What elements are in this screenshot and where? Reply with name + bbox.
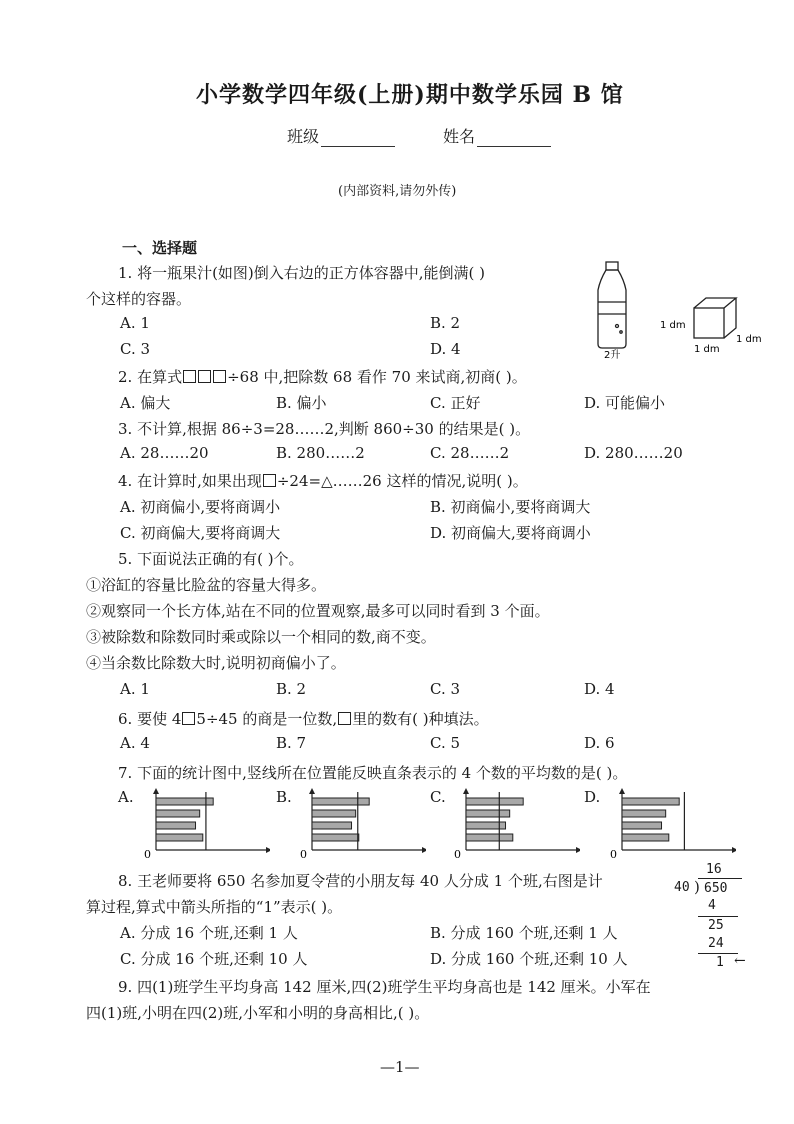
division-step1: 4 bbox=[708, 898, 716, 913]
bar bbox=[312, 798, 369, 805]
blank-square-icon bbox=[263, 474, 276, 487]
cube-width-label: 1 dm bbox=[694, 344, 720, 355]
name-label: 姓名 bbox=[443, 127, 476, 146]
bar bbox=[156, 810, 200, 817]
division-line bbox=[698, 916, 738, 917]
q5-option-d: D. 4 bbox=[584, 680, 615, 698]
bar bbox=[466, 810, 510, 817]
q1-option-c: C. 3 bbox=[120, 340, 151, 358]
class-label: 班级 bbox=[287, 127, 320, 146]
blank-square-icon bbox=[198, 370, 211, 383]
q6-option-b: B. 7 bbox=[276, 734, 307, 752]
blank-square-icon bbox=[183, 370, 196, 383]
bar bbox=[312, 834, 359, 841]
class-field bbox=[287, 124, 395, 147]
q6-text bbox=[118, 708, 489, 729]
long-division bbox=[672, 860, 766, 978]
q3-option-a: A. 28……20 bbox=[120, 444, 209, 462]
q1-text-line2: 个这样的容器。 bbox=[86, 290, 192, 308]
q1-option-b: B. 2 bbox=[430, 314, 461, 332]
confidential-note: (内部资料,请勿外传) bbox=[338, 184, 457, 199]
q8-option-b: B. 分成 160 个班,还剩 1 人 bbox=[430, 924, 618, 942]
bar bbox=[466, 798, 523, 805]
q4-text-pre: 4. 在计算时,如果出现 bbox=[118, 472, 262, 490]
bar bbox=[622, 834, 669, 841]
q4-option-b: B. 初商偏小,要将商调大 bbox=[430, 498, 591, 516]
cube-height-label: 1 dm bbox=[660, 320, 686, 331]
bar bbox=[466, 834, 513, 841]
division-step2: 25 bbox=[708, 918, 724, 933]
division-remainder: 1 bbox=[716, 955, 724, 970]
x-axis-arrow-icon bbox=[266, 847, 270, 853]
q8-text-line2: 算过程,算式中箭头所指的“1”表示( )。 bbox=[86, 898, 343, 916]
q4-option-a: A. 初商偏小,要将商调小 bbox=[120, 498, 281, 516]
q7-label-a: A. bbox=[118, 788, 134, 806]
q6-option-d: D. 6 bbox=[584, 734, 615, 752]
bar bbox=[156, 834, 203, 841]
bar bbox=[622, 798, 679, 805]
origin-label: 0 bbox=[300, 848, 307, 860]
division-dividend: 650 bbox=[704, 881, 728, 896]
q2-option-a: A. 偏大 bbox=[120, 394, 171, 412]
division-quotient: 16 bbox=[706, 862, 722, 877]
q1-option-a: A. 1 bbox=[120, 314, 150, 332]
q2-text-post: ÷68 中,把除数 68 看作 70 来试商,初商( )。 bbox=[227, 368, 527, 386]
name-blank bbox=[477, 145, 551, 147]
q5-statement-3: ③被除数和除数同时乘或除以一个相同的数,商不变。 bbox=[86, 628, 436, 646]
bar bbox=[622, 810, 666, 817]
origin-label: 0 bbox=[454, 848, 461, 860]
q5-statement-2: ②观察同一个长方体,站在不同的位置观察,最多可以同时看到 3 个面。 bbox=[86, 602, 550, 620]
bar bbox=[156, 822, 196, 829]
arrow-left-icon: ← bbox=[734, 953, 746, 969]
division-divisor: 40 bbox=[674, 880, 690, 895]
q6-text-post: 里的数有( )种填法。 bbox=[352, 710, 489, 728]
division-bracket: ) bbox=[694, 878, 700, 896]
bar bbox=[312, 822, 352, 829]
q6-option-a: A. 4 bbox=[120, 734, 150, 752]
q5-option-b: B. 2 bbox=[276, 680, 307, 698]
q3-option-b: B. 280……2 bbox=[276, 444, 365, 462]
q4-text bbox=[118, 470, 528, 491]
y-axis-arrow-icon bbox=[309, 788, 315, 794]
q6-text-pre: 6. 要使 4 bbox=[118, 710, 182, 728]
bottle-icon bbox=[598, 262, 626, 348]
q6-text-mid: 5÷45 的商是一位数, bbox=[196, 710, 338, 728]
q7-label-c: C. bbox=[430, 788, 446, 806]
bar bbox=[312, 810, 356, 817]
class-blank bbox=[321, 145, 395, 147]
blank-square-icon bbox=[182, 712, 195, 725]
division-line bbox=[698, 953, 738, 954]
q1-option-d: D. 4 bbox=[430, 340, 461, 358]
q4-option-d: D. 初商偏大,要将商调小 bbox=[430, 524, 591, 542]
y-axis-arrow-icon bbox=[463, 788, 469, 794]
bar bbox=[622, 822, 662, 829]
q5-option-a: A. 1 bbox=[120, 680, 150, 698]
q6-option-c: C. 5 bbox=[430, 734, 461, 752]
q4-option-c: C. 初商偏大,要将商调大 bbox=[120, 524, 281, 542]
q5-statement-4: ④当余数比除数大时,说明初商偏小了。 bbox=[86, 654, 346, 672]
q7-chart-c bbox=[450, 788, 580, 860]
q8-option-d: D. 分成 160 个班,还剩 10 人 bbox=[430, 950, 628, 968]
q7-chart-a bbox=[140, 788, 270, 860]
origin-label: 0 bbox=[144, 848, 151, 860]
cube-depth-label: 1 dm bbox=[736, 334, 762, 345]
q8-option-c: C. 分成 16 个班,还剩 10 人 bbox=[120, 950, 308, 968]
q3-text: 3. 不计算,根据 86÷3=28……2,判断 860÷30 的结果是( )。 bbox=[118, 420, 531, 438]
y-axis-arrow-icon bbox=[619, 788, 625, 794]
division-step3: 24 bbox=[708, 936, 724, 951]
name-field bbox=[443, 124, 551, 147]
q1-figure bbox=[590, 256, 770, 362]
blank-square-icon bbox=[213, 370, 226, 383]
x-axis-arrow-icon bbox=[732, 847, 736, 853]
y-axis-arrow-icon bbox=[153, 788, 159, 794]
page-title: 小学数学四年级(上册)期中数学乐园 B 馆 bbox=[196, 82, 624, 108]
q2-text-pre: 2. 在算式 bbox=[118, 368, 183, 386]
q3-option-d: D. 280……20 bbox=[584, 444, 683, 462]
cube-icon bbox=[694, 298, 736, 338]
q7-chart-d bbox=[606, 788, 736, 860]
q5-statement-1: ①浴缸的容量比脸盆的容量大得多。 bbox=[86, 576, 327, 594]
blank-square-icon bbox=[338, 712, 351, 725]
q2-option-b: B. 偏小 bbox=[276, 394, 327, 412]
q9-text-line2: 四(1)班,小明在四(2)班,小军和小明的身高相比,( )。 bbox=[86, 1004, 430, 1022]
q9-text-line1: 9. 四(1)班学生平均身高 142 厘米,四(2)班学生平均身高也是 142 厘米。小军在 bbox=[118, 978, 651, 996]
q7-label-d: D. bbox=[584, 788, 601, 806]
x-axis-arrow-icon bbox=[422, 847, 426, 853]
q5-text: 5. 下面说法正确的有( )个。 bbox=[118, 550, 304, 568]
origin-label: 0 bbox=[610, 848, 617, 860]
division-bar bbox=[698, 878, 742, 879]
q4-text-post: ÷24=△……26 这样的情况,说明( )。 bbox=[276, 472, 528, 490]
x-axis-arrow-icon bbox=[576, 847, 580, 853]
q7-text: 7. 下面的统计图中,竖线所在位置能反映直条表示的 4 个数的平均数的是( )。 bbox=[118, 764, 628, 782]
q3-option-c: C. 28……2 bbox=[430, 444, 510, 462]
q8-option-a: A. 分成 16 个班,还剩 1 人 bbox=[120, 924, 298, 942]
q2-text bbox=[118, 366, 527, 387]
q7-label-b: B. bbox=[276, 788, 292, 806]
page-number: —1— bbox=[380, 1058, 420, 1076]
q2-option-d: D. 可能偏小 bbox=[584, 394, 666, 412]
q8-text-line1: 8. 王老师要将 650 名参加夏令营的小朋友每 40 人分成 1 个班,右图是计 bbox=[118, 872, 603, 890]
q1-text-line1: 1. 将一瓶果汁(如图)倒入右边的正方体容器中,能倒满( ) bbox=[118, 264, 486, 282]
bottle-label: 2升 bbox=[604, 350, 621, 361]
q2-option-c: C. 正好 bbox=[430, 394, 481, 412]
bar bbox=[156, 798, 213, 805]
q7-chart-b bbox=[296, 788, 426, 860]
q5-option-c: C. 3 bbox=[430, 680, 461, 698]
section-heading: 一、选择题 bbox=[122, 239, 198, 257]
